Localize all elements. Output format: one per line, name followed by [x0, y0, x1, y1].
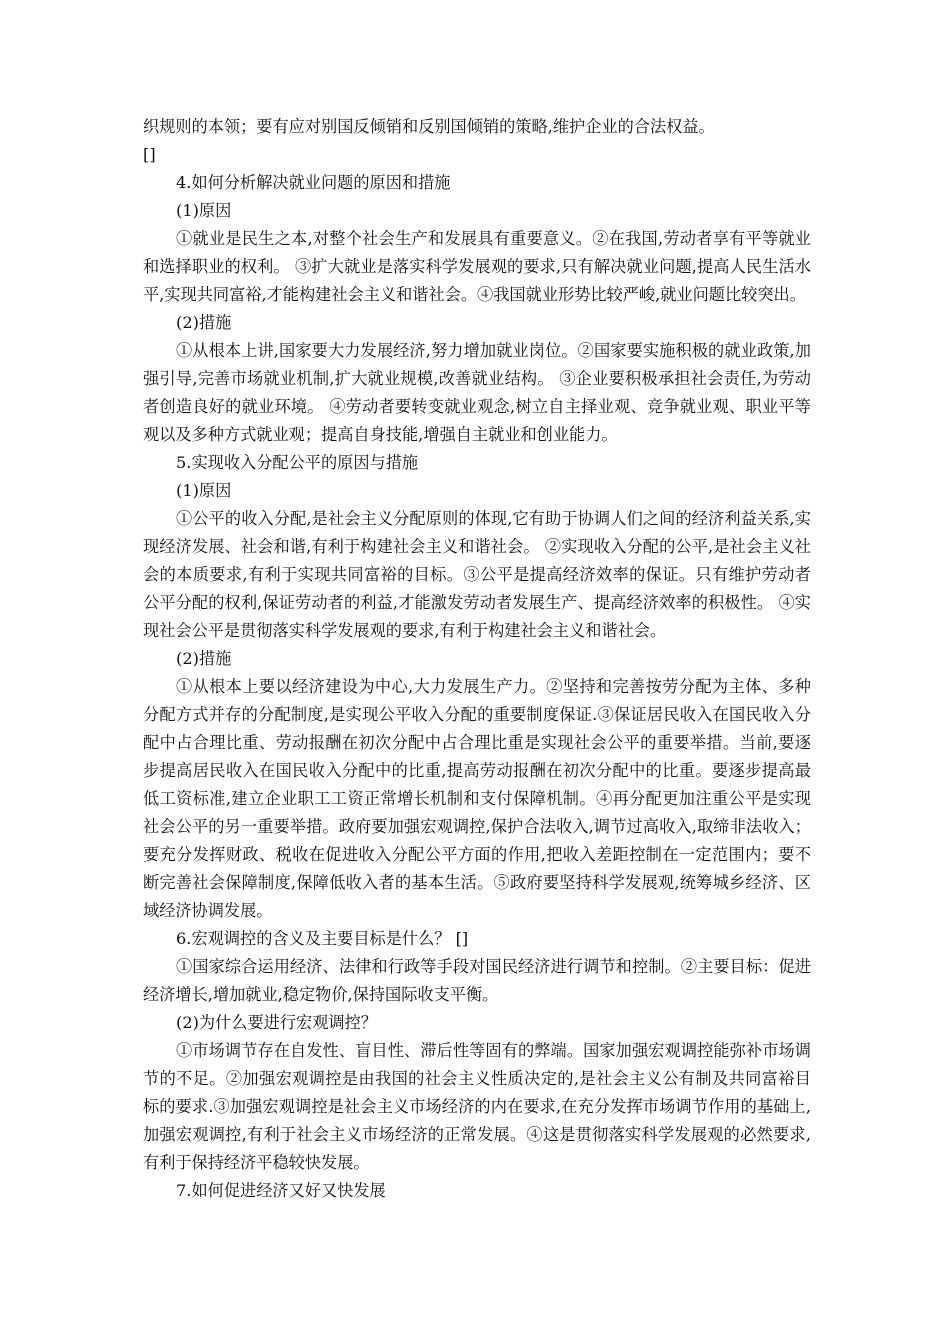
section-4-measures-paragraph: ①从根本上讲,国家要大力发展经济,努力增加就业岗位。②国家要实施积极的就业政策,加强引导,完善市场就业机制,扩大就业规模,改善就业结构。 ③企业要积极承担社会责任,为劳动者创造良好的就业环境。 ④劳动者要转变就业观念,树立自主择业观、竞争就业观、职业平等观以及多种方式就业观；提高自身技能,增强自主就业和创业能力。: [143, 341, 811, 444]
section-6-why-paragraph: ①市场调节存在自发性、盲目性、滞后性等固有的弊端。国家加强宏观调控能弥补市场调节的不足。②加强宏观调控是由我国的社会主义性质决定的,是社会主义公有制及共同富裕目标的要求.③加强宏观调控是社会主义市场经济的内在要求,在充分发挥市场调节作用的基础上,加强宏观调控,有利于社会主义市场经济的正常发展。④这是贯彻落实科学发展观的必然要求,有利于保持经济平稳较快发展。: [143, 1041, 811, 1172]
continuation-line: 织规则的本领；要有应对别国反倾销和反别国倾销的策略,维护企业的合法权益。: [143, 117, 715, 136]
section-6-subheading-why: (2)为什么要进行宏观调控？: [176, 1013, 377, 1032]
section-6-heading: 6.宏观调控的含义及主要目标是什么？ []: [176, 929, 469, 948]
section-4-subheading-reasons: (1)原因: [176, 201, 232, 220]
document-page: [143, 113, 811, 1205]
section-4-heading: 4.如何分析解决就业问题的原因和措施: [176, 173, 451, 192]
section-4-reasons-paragraph: ①就业是民生之本,对整个社会生产和发展具有重要意义。②在我国,劳动者享有平等就业和选择职业的权利。 ③扩大就业是落实科学发展观的要求,只有解决就业问题,提高人民生活水平,实现共同富裕,才能构建社会主义和谐社会。④我国就业形势比较严峻,就业问题比较突出。: [143, 229, 811, 304]
section-5-heading: 5.实现收入分配公平的原因与措施: [176, 453, 419, 472]
section-5-subheading-reasons: (1)原因: [176, 481, 232, 500]
section-7-heading: 7.如何促进经济又好又快发展: [176, 1181, 386, 1200]
section-6-definition-paragraph: ①国家综合运用经济、法律和行政等手段对国民经济进行调节和控制。②主要目标：促进经济增长,增加就业,稳定物价,保持国际收支平衡。: [143, 957, 811, 1004]
section-4-subheading-measures: (2)措施: [176, 313, 232, 332]
section-5-measures-paragraph: ①从根本上要以经济建设为中心,大力发展生产力。②坚持和完善按劳分配为主体、多种分配方式并存的分配制度,是实现公平收入分配的重要制度保证.③保证居民收入在国民收入分配中占合理比重、劳动报酬在初次分配中占合理比重是实现社会公平的重要举措。当前,要逐步提高居民收入在国民收入分配中的比重,提高劳动报酬在初次分配中的比重。要逐步提高最低工资标准,建立企业职工工资正常增长机制和支付保障机制。④再分配更加注重公平是实现社会公平的另一重要举措。政府要加强宏观调控,保护合法收入,调节过高收入,取缔非法收入；要充分发挥财政、税收在促进收入分配公平方面的作用,把收入差距控制在一定范围内；要不断完善社会保障制度,保障低收入者的基本生活。⑤政府要坚持科学发展观,统筹城乡经济、区域经济协调发展。: [143, 677, 811, 920]
section-5-subheading-measures: (2)措施: [176, 649, 232, 668]
section-5-reasons-paragraph: ①公平的收入分配,是社会主义分配原则的体现,它有助于协调人们之间的经济利益关系,实现经济发展、社会和谐,有利于构建社会主义和谐社会。 ②实现收入分配的公平,是社会主义社会的本质要求,有利于实现共同富裕的目标。③公平是提高经济效率的保证。只有维护劳动者公平分配的权利,保证劳动者的利益,才能激发劳动者发展生产、提高经济效率的积极性。 ④实现社会公平是贯彻落实科学发展观的要求,有利于构建社会主义和谐社会。: [143, 509, 811, 640]
bracket-marker: []: [143, 145, 156, 164]
